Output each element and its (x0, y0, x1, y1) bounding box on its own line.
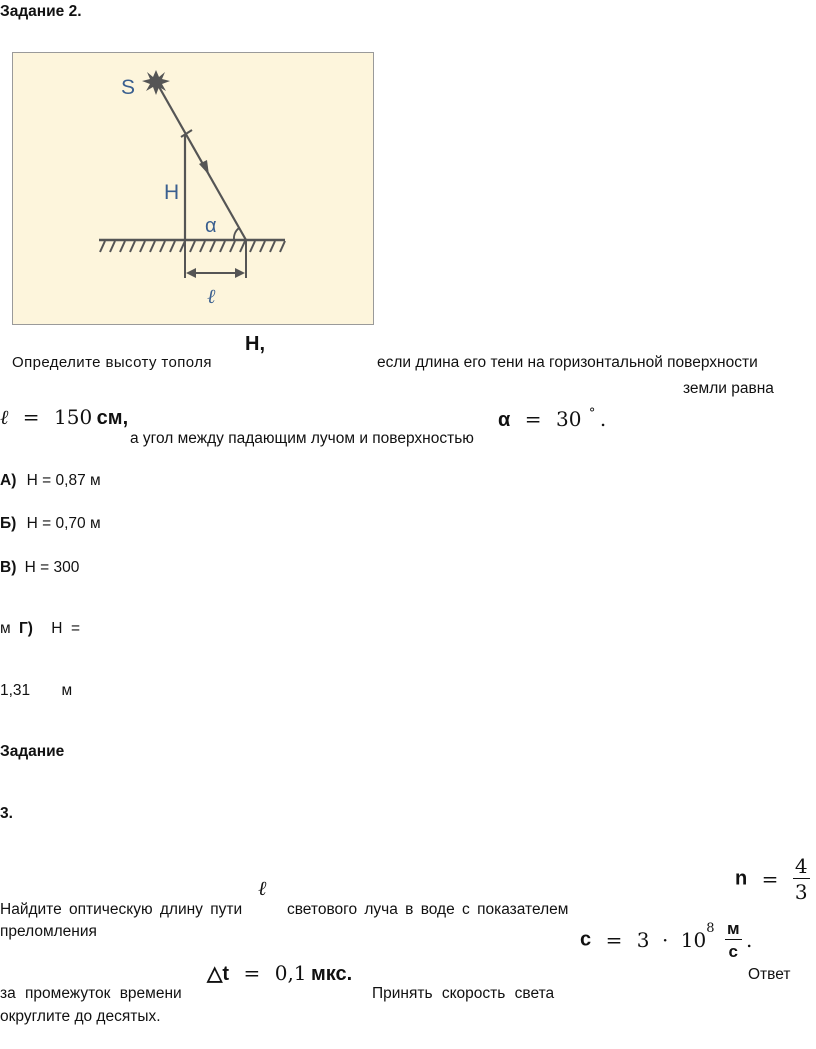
task3-heading-part2: 3. (0, 805, 13, 822)
math-t-unit: мкс. (310, 963, 353, 985)
math-c-dot: · (661, 928, 669, 952)
label-length: ℓ (207, 284, 216, 308)
option-v-letter: В) (0, 559, 17, 576)
math-alpha-eq: = (524, 407, 542, 431)
task3-heading-part1: Задание (0, 743, 65, 760)
question-cont: если длина его тени на горизонтальной поверхности (377, 354, 758, 371)
math-c-end: . (746, 928, 753, 952)
math-length-expr (0, 405, 128, 430)
question-prefix: Определите высоту тополя (12, 354, 212, 371)
math-n-fraction (793, 856, 810, 902)
math-t-expr (207, 961, 352, 986)
option-g-prefix: м (0, 620, 11, 637)
math-alpha-degree: ° (588, 406, 596, 421)
math-l-value: 150 (54, 405, 93, 429)
math-height: H, (245, 333, 265, 355)
option-g-tail (0, 682, 72, 700)
option-v[interactable] (0, 559, 79, 577)
math-n-eq: = (761, 867, 779, 891)
math-l-unit: см, (96, 407, 129, 429)
figure-drawing (13, 53, 373, 324)
math-n-expr (735, 856, 810, 902)
question-cont2: земли равна (683, 380, 774, 397)
option-b-text: H = 0,70 м (26, 515, 101, 532)
task3-line2: преломления (0, 923, 97, 940)
label-angle: α (205, 215, 217, 237)
math-t-symbol: △t (207, 963, 230, 985)
math-c-symbol: c (580, 928, 592, 951)
math-path-symbol: ℓ (258, 876, 267, 900)
question-mid: а угол между падающим лучом и поверхностью (130, 430, 474, 447)
math-n-symbol: n (735, 867, 748, 890)
option-b-letter: Б) (0, 515, 17, 532)
math-alpha-end: . (599, 407, 607, 431)
task3-line3-b: Принять скорость света (372, 985, 555, 1002)
task3-line1-b: светового луча в воде с показателем (287, 901, 569, 918)
math-n-denominator: 3 (794, 880, 808, 904)
math-c-eq: = (605, 928, 623, 952)
task2-heading: Задание 2. (0, 3, 82, 20)
dim-arrow-right-icon (235, 268, 245, 278)
option-a-letter: А) (0, 472, 17, 489)
math-l-eq: = (22, 405, 40, 429)
dim-arrow-left-icon (186, 268, 196, 278)
option-g[interactable] (0, 620, 80, 638)
option-g-tail-value: 1,31 (0, 682, 31, 699)
math-t-eq: = (243, 961, 261, 985)
math-alpha-symbol: α (498, 409, 511, 431)
ground-hatching (100, 241, 285, 252)
math-c-denominator: с (728, 942, 738, 961)
math-alpha-value: 30 (555, 407, 582, 431)
math-n-numerator: 4 (794, 854, 808, 878)
task3-line1-a: Найдите оптическую длину пути (0, 901, 243, 918)
math-c-pow-base: 10 (680, 928, 707, 952)
math-alpha-expr (498, 406, 606, 432)
math-t-value: 0,1 (274, 961, 307, 985)
option-v-text: H = 300 (24, 559, 80, 576)
math-c-numerator: м (726, 919, 740, 938)
task3-line4: округлите до десятых. (0, 1008, 161, 1025)
angle-arc (234, 228, 239, 240)
option-g-letter: Г) (18, 620, 33, 637)
label-height: H (164, 181, 180, 204)
option-a-text: H = 0,87 м (26, 472, 101, 489)
option-b[interactable] (0, 515, 101, 533)
task3-line3-a: за промежуток времени (0, 985, 182, 1002)
optics-figure (12, 52, 374, 325)
option-a[interactable] (0, 472, 101, 490)
math-c-expr (580, 920, 752, 960)
answer-word: Ответ (748, 966, 791, 983)
math-c-pow-exp: 8 (706, 921, 715, 937)
star-icon (142, 70, 170, 95)
option-g-text: H = (51, 620, 81, 637)
label-source: S (121, 76, 136, 99)
math-c-value: 3 (636, 928, 650, 952)
math-c-fraction (725, 920, 742, 960)
ray-arrow-icon (199, 160, 209, 175)
option-g-tail-unit: м (61, 682, 73, 699)
math-l-symbol: ℓ (0, 405, 9, 429)
